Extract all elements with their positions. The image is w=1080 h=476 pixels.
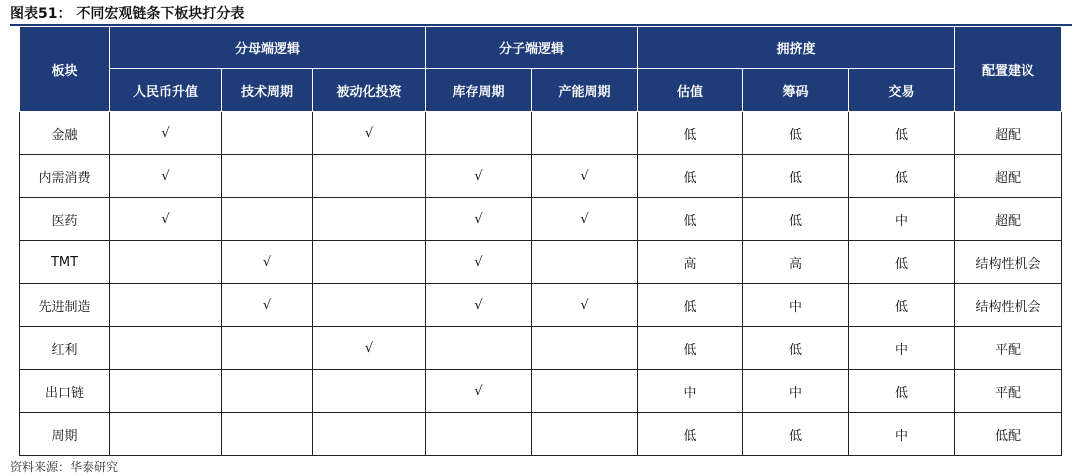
- table-cell: √: [532, 284, 638, 327]
- row-sector: 红利: [20, 327, 110, 370]
- table-cell: 中: [849, 413, 955, 456]
- table-cell: [426, 413, 532, 456]
- row-sector: TMT: [20, 241, 110, 284]
- table-row: [20, 327, 1062, 370]
- table-cell: [110, 241, 222, 284]
- table-cell: 中: [638, 370, 743, 413]
- row-recommendation: 超配: [955, 112, 1062, 155]
- table-cell: [110, 413, 222, 456]
- table-cell: 低: [849, 241, 955, 284]
- table-cell: √: [426, 284, 532, 327]
- table-cell: √: [313, 112, 426, 155]
- subheader-inventory-cycle: 库存周期: [426, 69, 532, 112]
- row-recommendation: 低配: [955, 413, 1062, 456]
- score-table: [19, 26, 1062, 456]
- table-cell: √: [426, 198, 532, 241]
- table-cell: [532, 413, 638, 456]
- row-sector: 周期: [20, 413, 110, 456]
- subheader-tech-cycle: 技术周期: [222, 69, 313, 112]
- table-cell: [222, 327, 313, 370]
- table-cell: [532, 327, 638, 370]
- table-cell: [313, 413, 426, 456]
- table-cell: 低: [638, 413, 743, 456]
- row-recommendation: 平配: [955, 327, 1062, 370]
- table-cell: 中: [849, 198, 955, 241]
- table-cell: 低: [743, 327, 849, 370]
- table-cell: 中: [743, 284, 849, 327]
- table-cell: [313, 198, 426, 241]
- table-row: [20, 112, 1062, 155]
- table-cell: 中: [743, 370, 849, 413]
- row-sector: 先进制造: [20, 284, 110, 327]
- table-cell: 低: [638, 198, 743, 241]
- source-note: 资料来源：华泰研究: [10, 460, 119, 474]
- table-cell: 低: [849, 284, 955, 327]
- table-cell: [110, 370, 222, 413]
- header-group-denominator: 分母端逻辑: [110, 27, 426, 69]
- table-cell: [222, 370, 313, 413]
- figure-title: 图表51： 不同宏观链条下板块打分表: [10, 6, 245, 22]
- row-sector: 内需消费: [20, 155, 110, 198]
- table-cell: [222, 198, 313, 241]
- table-cell: [313, 155, 426, 198]
- header-recommendation: 配置建议: [955, 27, 1062, 112]
- row-recommendation: 结构性机会: [955, 284, 1062, 327]
- table-cell: 低: [849, 370, 955, 413]
- table-cell: 中: [849, 327, 955, 370]
- table-cell: [110, 284, 222, 327]
- table-cell: √: [426, 370, 532, 413]
- table-cell: [313, 284, 426, 327]
- table-cell: [222, 413, 313, 456]
- row-recommendation: 超配: [955, 155, 1062, 198]
- table-cell: 低: [849, 112, 955, 155]
- table-cell: 低: [638, 112, 743, 155]
- table-cell: √: [532, 155, 638, 198]
- subheader-valuation: 估值: [638, 69, 743, 112]
- table-row: [20, 198, 1062, 241]
- subheader-capacity-cycle: 产能周期: [532, 69, 638, 112]
- table-cell: 低: [743, 155, 849, 198]
- table-cell: √: [532, 198, 638, 241]
- table-cell: 低: [849, 155, 955, 198]
- table-row: [20, 155, 1062, 198]
- table-cell: [313, 370, 426, 413]
- header-group-numerator: 分子端逻辑: [426, 27, 638, 69]
- row-recommendation: 平配: [955, 370, 1062, 413]
- header-row-sub: [20, 69, 1062, 112]
- table-cell: [532, 370, 638, 413]
- table-cell: 低: [638, 155, 743, 198]
- row-recommendation: 结构性机会: [955, 241, 1062, 284]
- table-cell: √: [110, 112, 222, 155]
- table-cell: [426, 327, 532, 370]
- table-cell: [532, 241, 638, 284]
- header-sector: 板块: [20, 27, 110, 112]
- table-cell: 高: [743, 241, 849, 284]
- table-cell: √: [426, 155, 532, 198]
- table-cell: 低: [638, 284, 743, 327]
- row-recommendation: 超配: [955, 198, 1062, 241]
- table-cell: 高: [638, 241, 743, 284]
- subheader-rmb-appreciation: 人民币升值: [110, 69, 222, 112]
- table-row: [20, 284, 1062, 327]
- table-cell: 低: [743, 112, 849, 155]
- table-cell: [222, 155, 313, 198]
- table-cell: √: [110, 155, 222, 198]
- subheader-trading: 交易: [849, 69, 955, 112]
- table-cell: √: [222, 241, 313, 284]
- table-row: [20, 413, 1062, 456]
- table-row: [20, 370, 1062, 413]
- table-cell: [222, 112, 313, 155]
- table-cell: [110, 327, 222, 370]
- table-cell: [426, 112, 532, 155]
- subheader-passive-investing: 被动化投资: [313, 69, 426, 112]
- row-sector: 出口链: [20, 370, 110, 413]
- table-cell: 低: [743, 413, 849, 456]
- table-cell: [313, 241, 426, 284]
- table-row: [20, 241, 1062, 284]
- subheader-chips: 筹码: [743, 69, 849, 112]
- table-cell: √: [426, 241, 532, 284]
- header-group-crowding: 拥挤度: [638, 27, 955, 69]
- header-row-groups: [20, 27, 1062, 69]
- table-cell: 低: [638, 327, 743, 370]
- row-sector: 医药: [20, 198, 110, 241]
- table-cell: [532, 112, 638, 155]
- table-cell: √: [110, 198, 222, 241]
- table-cell: 低: [743, 198, 849, 241]
- table-cell: √: [313, 327, 426, 370]
- row-sector: 金融: [20, 112, 110, 155]
- table-cell: √: [222, 284, 313, 327]
